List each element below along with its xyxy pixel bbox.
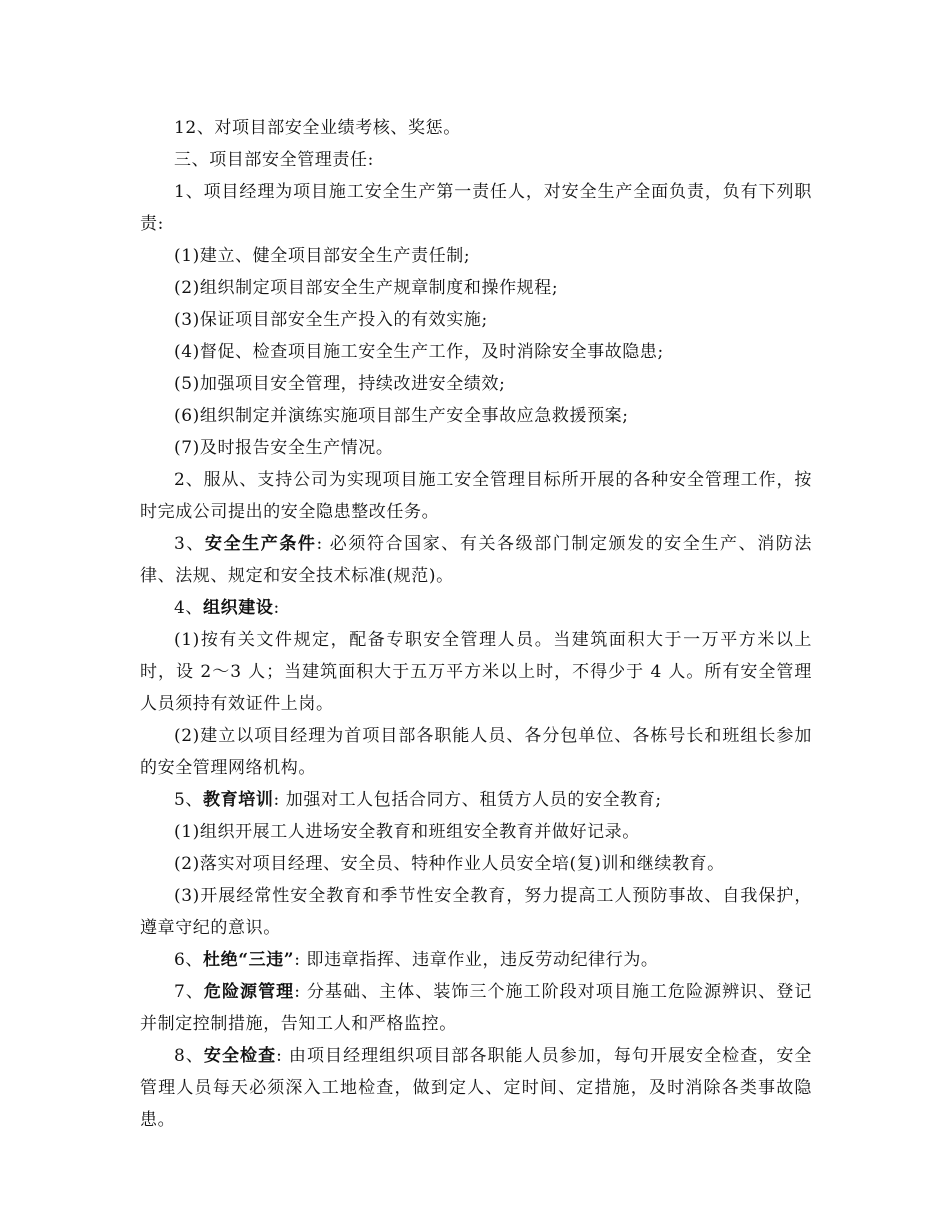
paragraph-6: 6、杜绝“三违”: 即违章指挥、违章作业，违反劳动纪律行为。 xyxy=(174,950,659,970)
list-item-1: (1)建立、健全项目部安全生产责任制; xyxy=(174,246,471,266)
paragraph-8: 8、安全检查: 由项目经理组织项目部各职能人员参加，每句开展安全检查，安全管理人员每天必须深入工地检查，做到定人、定时间、定措施，及时消除各类事故隐患。 xyxy=(140,1046,812,1130)
paragraph-12: 12、对项目部安全业绩考核、奖惩。 xyxy=(174,118,461,138)
bold-term: 组织建设 xyxy=(203,598,274,618)
document-page xyxy=(140,112,812,1136)
list-item-5-2: (2)落实对项目经理、安全员、特种作业人员安全培(复)训和继续教育。 xyxy=(174,854,725,874)
list-item-4: (4)督促、检查项目施工安全生产工作，及时消除安全事故隐患; xyxy=(174,342,664,362)
list-item-4-1: (1)按有关文件规定，配备专职安全管理人员。当建筑面积大于一万平方米以上时，设 2～3 人；当建筑面积大于五万平方米以上时，不得少于 4 人。所有安全管理人员须持有效证件上岗。 xyxy=(140,630,812,714)
bold-term: 安全生产条件 xyxy=(204,534,317,554)
list-item-4-2: (2)建立以项目经理为首项目部各职能人员、各分包单位、各栋号长和班组长参加的安全管理网络机构。 xyxy=(140,726,812,778)
paragraph-4: 4、组织建设: xyxy=(174,598,280,618)
list-item-5-3: (3)开展经常性安全教育和季节性安全教育，努力提高工人预防事故、自我保护，遵章守纪的意识。 xyxy=(140,886,812,938)
list-item-5: (5)加强项目安全管理，持续改进安全绩效; xyxy=(174,374,506,394)
paragraph-7: 7、危险源管理: 分基础、主体、装饰三个施工阶段对项目施工危险源辨识、登记并制定控制措施，告知工人和严格监控。 xyxy=(140,982,812,1034)
bold-term: 杜绝“三违” xyxy=(203,950,295,970)
list-item-2: (2)组织制定项目部安全生产规章制度和操作规程; xyxy=(174,278,559,298)
list-item-7: (7)及时报告安全生产情况。 xyxy=(174,438,394,458)
bold-term: 安全检查 xyxy=(203,1046,277,1066)
section-heading-3: 三、项目部安全管理责任: xyxy=(174,150,374,170)
paragraph-1: 1、项目经理为项目施工安全生产第一责任人，对安全生产全面负责，负有下列职责: xyxy=(140,182,812,234)
paragraph-3: 3、安全生产条件: 必须符合国家、有关各级部门制定颁发的安全生产、消防法律、法规、规定和安全技术标准(规范)。 xyxy=(140,534,812,586)
paragraph-5: 5、教育培训: 加强对工人包括合同方、租赁方人员的安全教育; xyxy=(174,790,662,810)
bold-term: 危险源管理 xyxy=(203,982,295,1002)
list-item-5-1: (1)组织开展工人进场安全教育和班组安全教育并做好记录。 xyxy=(174,822,640,842)
list-item-6: (6)组织制定并演练实施项目部生产安全事故应急救援预案; xyxy=(174,406,629,426)
list-item-3: (3)保证项目部安全生产投入的有效实施; xyxy=(174,310,488,330)
bold-term: 教育培训 xyxy=(203,790,274,810)
paragraph-2: 2、服从、支持公司为实现项目施工安全管理目标所开展的各种安全管理工作，按时完成公司提出的安全隐患整改任务。 xyxy=(140,470,812,522)
